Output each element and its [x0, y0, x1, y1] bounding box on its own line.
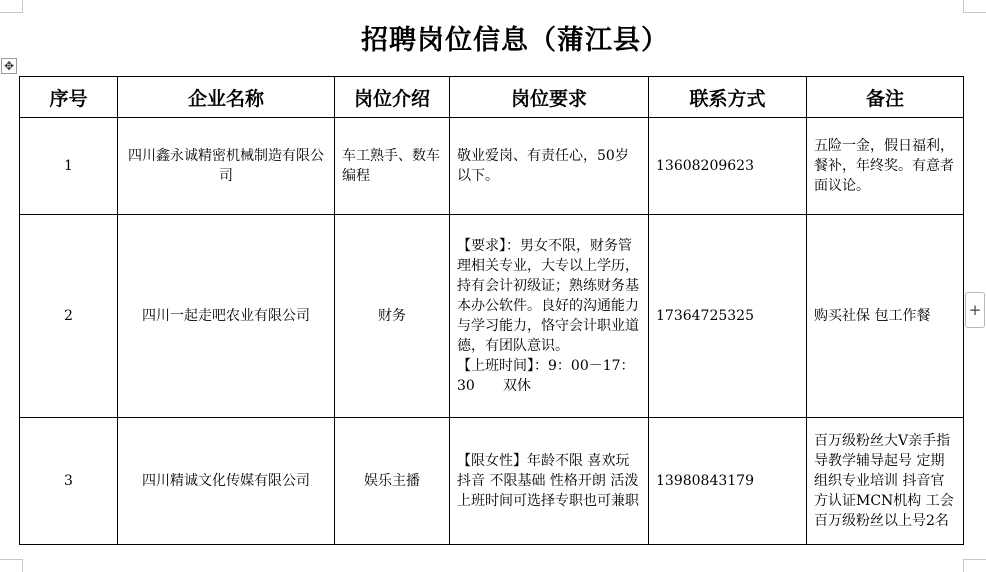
crop-mark-top-right [963, 0, 986, 13]
header-cell-company[interactable]: 企业名称 [118, 77, 335, 118]
crop-mark-top-left [0, 0, 23, 13]
add-row-plus-icon[interactable]: + [965, 292, 985, 328]
cell-company[interactable]: 四川鑫永诚精密机械制造有限公司 [118, 118, 335, 215]
cell-position[interactable]: 财务 [335, 215, 450, 418]
cell-company[interactable]: 四川精诚文化传媒有限公司 [118, 418, 335, 545]
crop-mark-bottom-right [963, 559, 986, 572]
cell-no[interactable]: 1 [20, 118, 118, 215]
cell-position[interactable]: 娱乐主播 [335, 418, 450, 545]
table-header-row [20, 77, 964, 118]
requirement-text: 敬业爱岗、有责任心，50岁以下。 [457, 148, 629, 184]
job-table [19, 76, 964, 545]
header-cell-position[interactable]: 岗位介绍 [335, 77, 450, 118]
cell-position[interactable]: 车工熟手、数车编程 [335, 118, 450, 215]
requirement-text: 【要求】：男女不限，财务管理相关专业，大专以上学历，持有会计初级证；熟练财务基本办公软件。良好的沟通能力与学习能力，恪守会计职业道德，有团队意识。 [457, 238, 639, 354]
cell-requirements[interactable] [450, 418, 649, 545]
working-hours-text: 【上班时间】：9：00－17：30 双休 [457, 358, 635, 394]
cell-contact[interactable]: 13608209623 [649, 118, 807, 215]
cell-notes[interactable]: 百万级粉丝大V亲手指导教学辅导起号 定期组织专业培训 抖音官方认证MCN机构 工会百万级粉丝以上号2名 [807, 418, 964, 545]
cell-requirements[interactable] [450, 215, 649, 418]
table-move-handle-icon[interactable]: ✥ [1, 58, 17, 74]
requirement-text: 【限女性】年龄不限 喜欢玩抖音 不限基础 性格开朗 活泼 上班时间可选择专职也可兼职 [457, 453, 639, 509]
table-row [20, 418, 964, 545]
page-title: 招聘岗位信息（蒲江县） [361, 25, 669, 56]
table-row [20, 215, 964, 418]
header-cell-requirements[interactable]: 岗位要求 [450, 77, 649, 118]
cell-contact[interactable]: 13980843179 [649, 418, 807, 545]
cell-contact[interactable]: 17364725325 [649, 215, 807, 418]
header-cell-contact[interactable]: 联系方式 [649, 77, 807, 118]
cell-company[interactable]: 四川一起走吧农业有限公司 [118, 215, 335, 418]
crop-mark-bottom-left [0, 559, 23, 572]
cell-notes[interactable]: 购买社保 包工作餐 [807, 215, 964, 418]
cell-notes[interactable]: 五险一金，假日福利，餐补，年终奖。有意者面议论。 [807, 118, 964, 215]
cell-requirements[interactable] [450, 118, 649, 215]
cell-no[interactable]: 2 [20, 215, 118, 418]
header-cell-no[interactable]: 序号 [20, 77, 118, 118]
header-cell-notes[interactable]: 备注 [807, 77, 964, 118]
table-row [20, 118, 964, 215]
cell-no[interactable]: 3 [20, 418, 118, 545]
